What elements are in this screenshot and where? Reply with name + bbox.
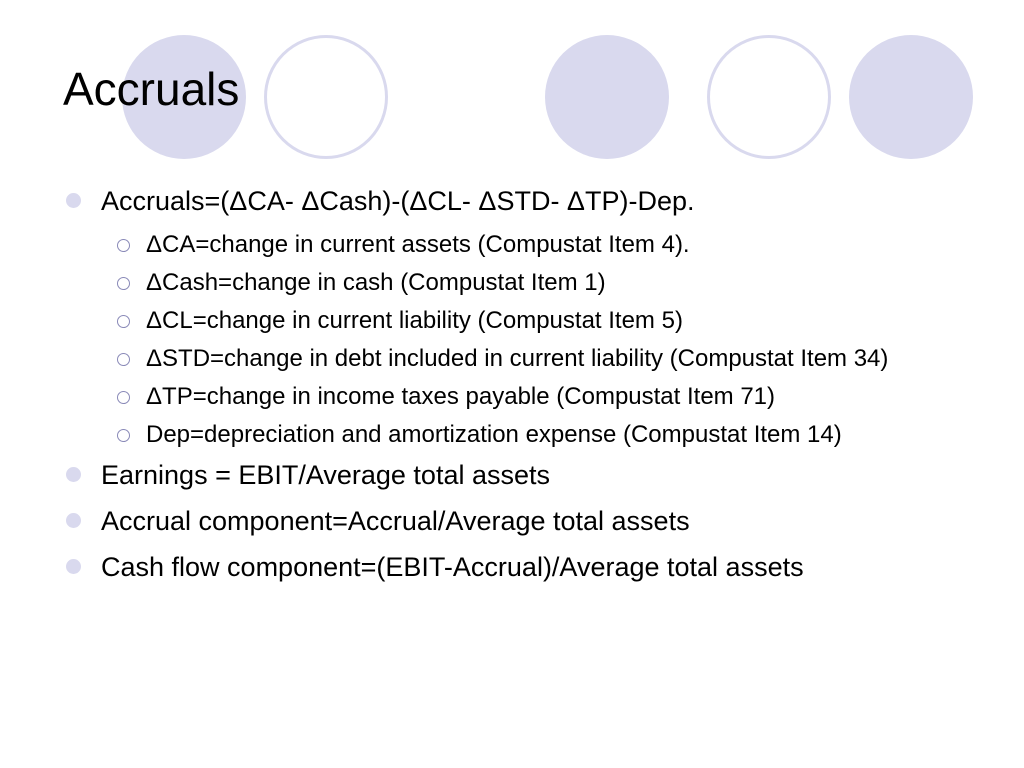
- sub-bullet-item-cash: [0, 268, 1024, 298]
- decor-circle-filled-2: [545, 35, 669, 159]
- sub-bullet-text: ΔSTD=change in debt included in current liability (Compustat Item 34): [146, 345, 889, 372]
- bullet-dot-icon: [66, 193, 81, 208]
- sub-bullet-item-dep: [0, 420, 1024, 450]
- bullet-text: Cash flow component=(EBIT-Accrual)/Average total assets: [101, 552, 804, 582]
- sub-bullet-item-std: [0, 344, 1024, 374]
- slide-body: [0, 184, 1024, 596]
- bullet-item-earnings: [0, 458, 1024, 492]
- bullet-item-accrual-component: [0, 504, 1024, 538]
- sub-bullet-item-tp: [0, 382, 1024, 412]
- bullet-ring-icon: [117, 239, 130, 252]
- sub-bullet-text: ΔCash=change in cash (Compustat Item 1): [146, 269, 606, 296]
- slide-title: Accruals: [63, 63, 240, 115]
- decor-circle-ring-1: [264, 35, 388, 159]
- bullet-item-accruals-formula: [0, 184, 1024, 218]
- bullet-dot-icon: [66, 467, 81, 482]
- sub-bullet-item-ca: [0, 230, 1024, 260]
- bullet-ring-icon: [117, 353, 130, 366]
- bullet-item-cash-flow-component: [0, 550, 1024, 584]
- decor-circle-ring-2: [707, 35, 831, 159]
- decor-circle-filled-3: [849, 35, 973, 159]
- sub-bullet-text: ΔCA=change in current assets (Compustat Item 4).: [146, 231, 690, 258]
- sub-bullet-text: Dep=depreciation and amortization expense (Compustat Item 14): [146, 421, 842, 448]
- sub-bullet-item-cl: [0, 306, 1024, 336]
- bullet-dot-icon: [66, 513, 81, 528]
- bullet-ring-icon: [117, 429, 130, 442]
- bullet-dot-icon: [66, 559, 81, 574]
- bullet-text: Accruals=(ΔCA- ΔCash)-(ΔCL- ΔSTD- ΔTP)-Dep.: [101, 186, 695, 216]
- sub-bullet-text: ΔCL=change in current liability (Compustat Item 5): [146, 307, 683, 334]
- bullet-text: Accrual component=Accrual/Average total assets: [101, 506, 690, 536]
- bullet-ring-icon: [117, 391, 130, 404]
- sub-bullet-text: ΔTP=change in income taxes payable (Compustat Item 71): [146, 383, 776, 410]
- bullet-text: Earnings = EBIT/Average total assets: [101, 460, 550, 490]
- bullet-ring-icon: [117, 277, 130, 290]
- bullet-ring-icon: [117, 315, 130, 328]
